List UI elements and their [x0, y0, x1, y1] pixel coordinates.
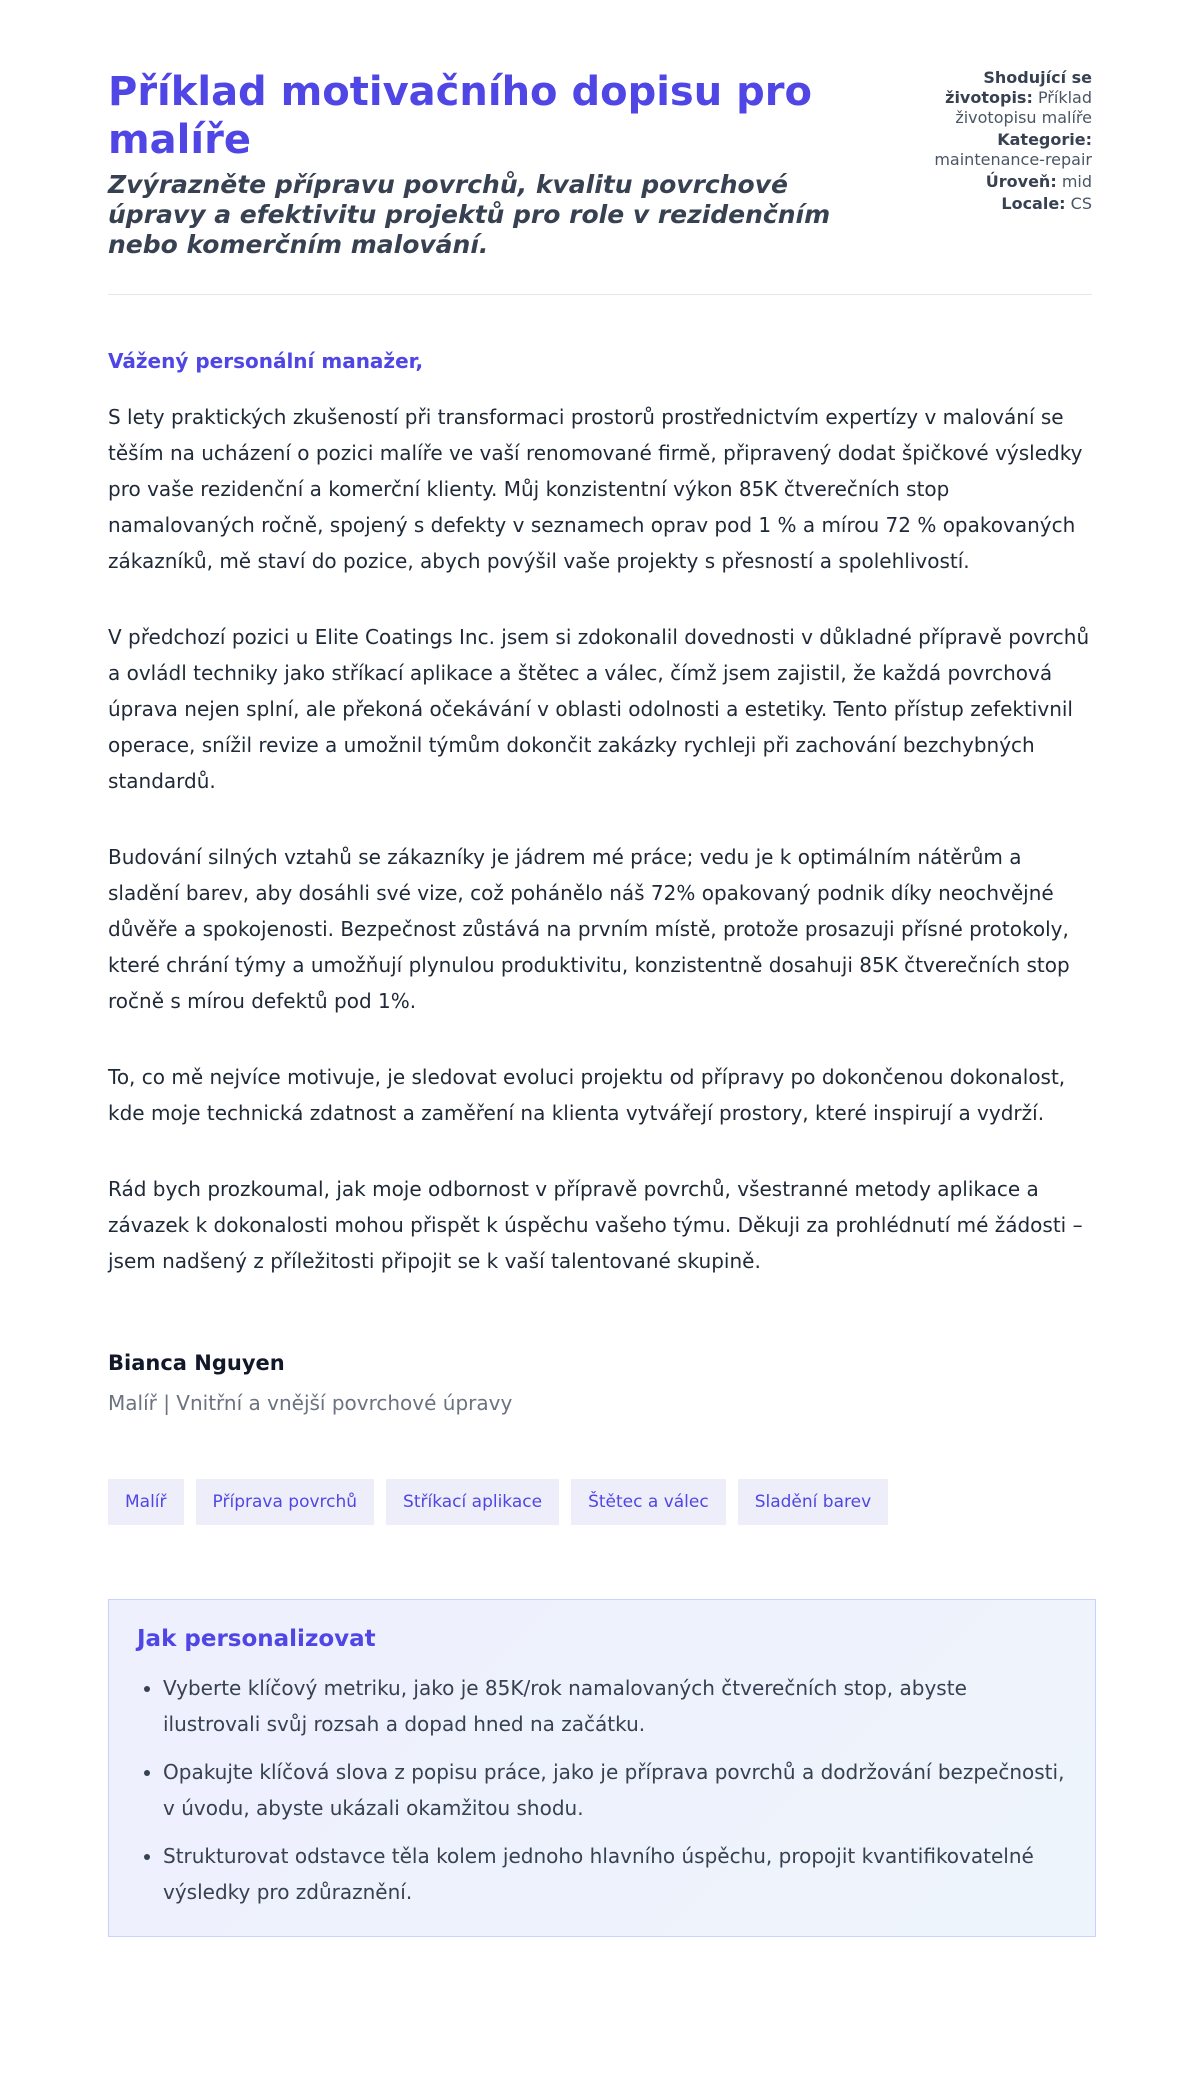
meta-panel: [912, 68, 1092, 216]
meta-level-value: mid: [1061, 172, 1092, 191]
meta-category-value: maintenance-repair: [934, 150, 1092, 169]
tip-item-1: • Vyberte klíčový metriku, jako je 85K/rok namalovaných čtverečních stop, abyste ilustrovali svůj rozsah a dopad hned na začátku.: [163, 1670, 1067, 1742]
tip-item-3: • Strukturovat odstavce těla kolem jednoho hlavního úspěchu, propojit kvantifikovatelné výsledky pro zdůraznění.: [163, 1838, 1067, 1910]
tag-painter: Malíř: [108, 1479, 184, 1525]
meta-category-label: Kategorie:: [997, 130, 1092, 149]
letter-paragraph-5: Rád bych prozkoumal, jak moje odbornost v přípravě povrchů, všestranné metody aplikace a závazek k dokonalosti mohou přispět k úspěchu vašeho týmu. Děkuji za prohlédnutí mé žádosti – jsem nadšený z příležitosti připojit se k vaší talentované skupině.: [108, 1177, 1083, 1273]
meta-locale: [912, 194, 1092, 214]
letter-paragraph-4: To, co mě nejvíce motivuje, je sledovat evoluci projektu od přípravy po dokončenou dokonalost, kde moje technická zdatnost a zaměření na klienta vytvářejí prostory, které inspirují a vydrží.: [108, 1065, 1066, 1125]
signature-name: Bianca Nguyen: [108, 1351, 285, 1375]
page-header: [108, 68, 1092, 295]
signature-role: Malíř | Vnitřní a vnější povrchové úpravy: [108, 1391, 513, 1415]
meta-category: [912, 130, 1092, 170]
page-subtitle: Zvýrazněte přípravu povrchů, kvalitu povrchové úpravy a efektivitu projektů pro role v rezidenčním nebo komerčním malování.: [108, 170, 831, 259]
meta-locale-label: Locale:: [1001, 194, 1066, 213]
tip-item-2: • Opakujte klíčová slova z popisu práce, jako je příprava povrchů a dodržování bezpečnosti, v úvodu, abyste ukázali okamžitou shodu.: [163, 1754, 1067, 1826]
meta-matching-value: Příklad životopisu malíře: [955, 88, 1092, 127]
letter-paragraph-2: V předchozí pozici u Elite Coatings Inc. jsem si zdokonalil dovednosti v důkladné přípravě povrchů a ovládl techniky jako stříkací aplikace a štětec a válec, čímž jsem zajistil, že každá povrchová úprava nejen splní, ale překoná očekávání v oblasti odolnosti a estetiky. Tento přístup zefektivnil operace, snížil revize a umožnil týmům dokončit zakázky rychleji při zachování bezchybných standardů.: [108, 625, 1090, 793]
tag-brush-and-roller: Štětec a válec: [571, 1479, 726, 1525]
meta-level: [912, 172, 1092, 192]
meta-matching-resume: [912, 68, 1092, 128]
tag-color-matching: Sladění barev: [738, 1479, 888, 1525]
letter-paragraph-3: Budování silných vztahů se zákazníky je jádrem mé práce; vedu je k optimálním nátěrům a sladění barev, aby dosáhli své vize, což pohánělo náš 72% opakovaný podnik díky neochvějné důvěře a spokojenosti. Bezpečnost zůstává na prvním místě, protože prosazuji přísné protokoly, které chrání týmy a umožňují plynulou produktivitu, konzistentně dosahuji 85K čtverečních stop ročně s mírou defektů pod 1%.: [108, 845, 1070, 1013]
meta-level-label: Úroveň:: [985, 172, 1057, 191]
letter-paragraph-1: S lety praktických zkušeností při transformaci prostorů prostřednictvím expertízy v malování se těším na ucházení o pozici malíře ve vaší renomované firmě, připravený dodat špičkové výsledky pro vaše rezidenční a komerční klienty. Můj konzistentní výkon 85K čtverečních stop namalovaných ročně, spojený s defekty v seznamech oprav pod 1 % a mírou 72 % opakovaných zákazníků, mě staví do pozice, abych povýšil vaše projekty s přesností a spolehlivostí.: [108, 405, 1083, 573]
tag-surface-prep: Příprava povrchů: [196, 1479, 375, 1525]
personalize-tips-box: [108, 1599, 1096, 1937]
meta-locale-value: CS: [1070, 194, 1092, 213]
tag-list: [108, 1479, 1092, 1525]
tag-spray-application: Stříkací aplikace: [386, 1479, 559, 1525]
tips-title: Jak personalizovat: [137, 1626, 376, 1652]
meta-matching-label: Shodující se životopis:: [945, 68, 1092, 107]
tips-list: [137, 1670, 1067, 1910]
header-titles: [108, 68, 888, 260]
letter-greeting: Vážený personální manažer,: [108, 349, 424, 373]
page-title: Příklad motivačního dopisu pro malíře: [108, 69, 812, 163]
